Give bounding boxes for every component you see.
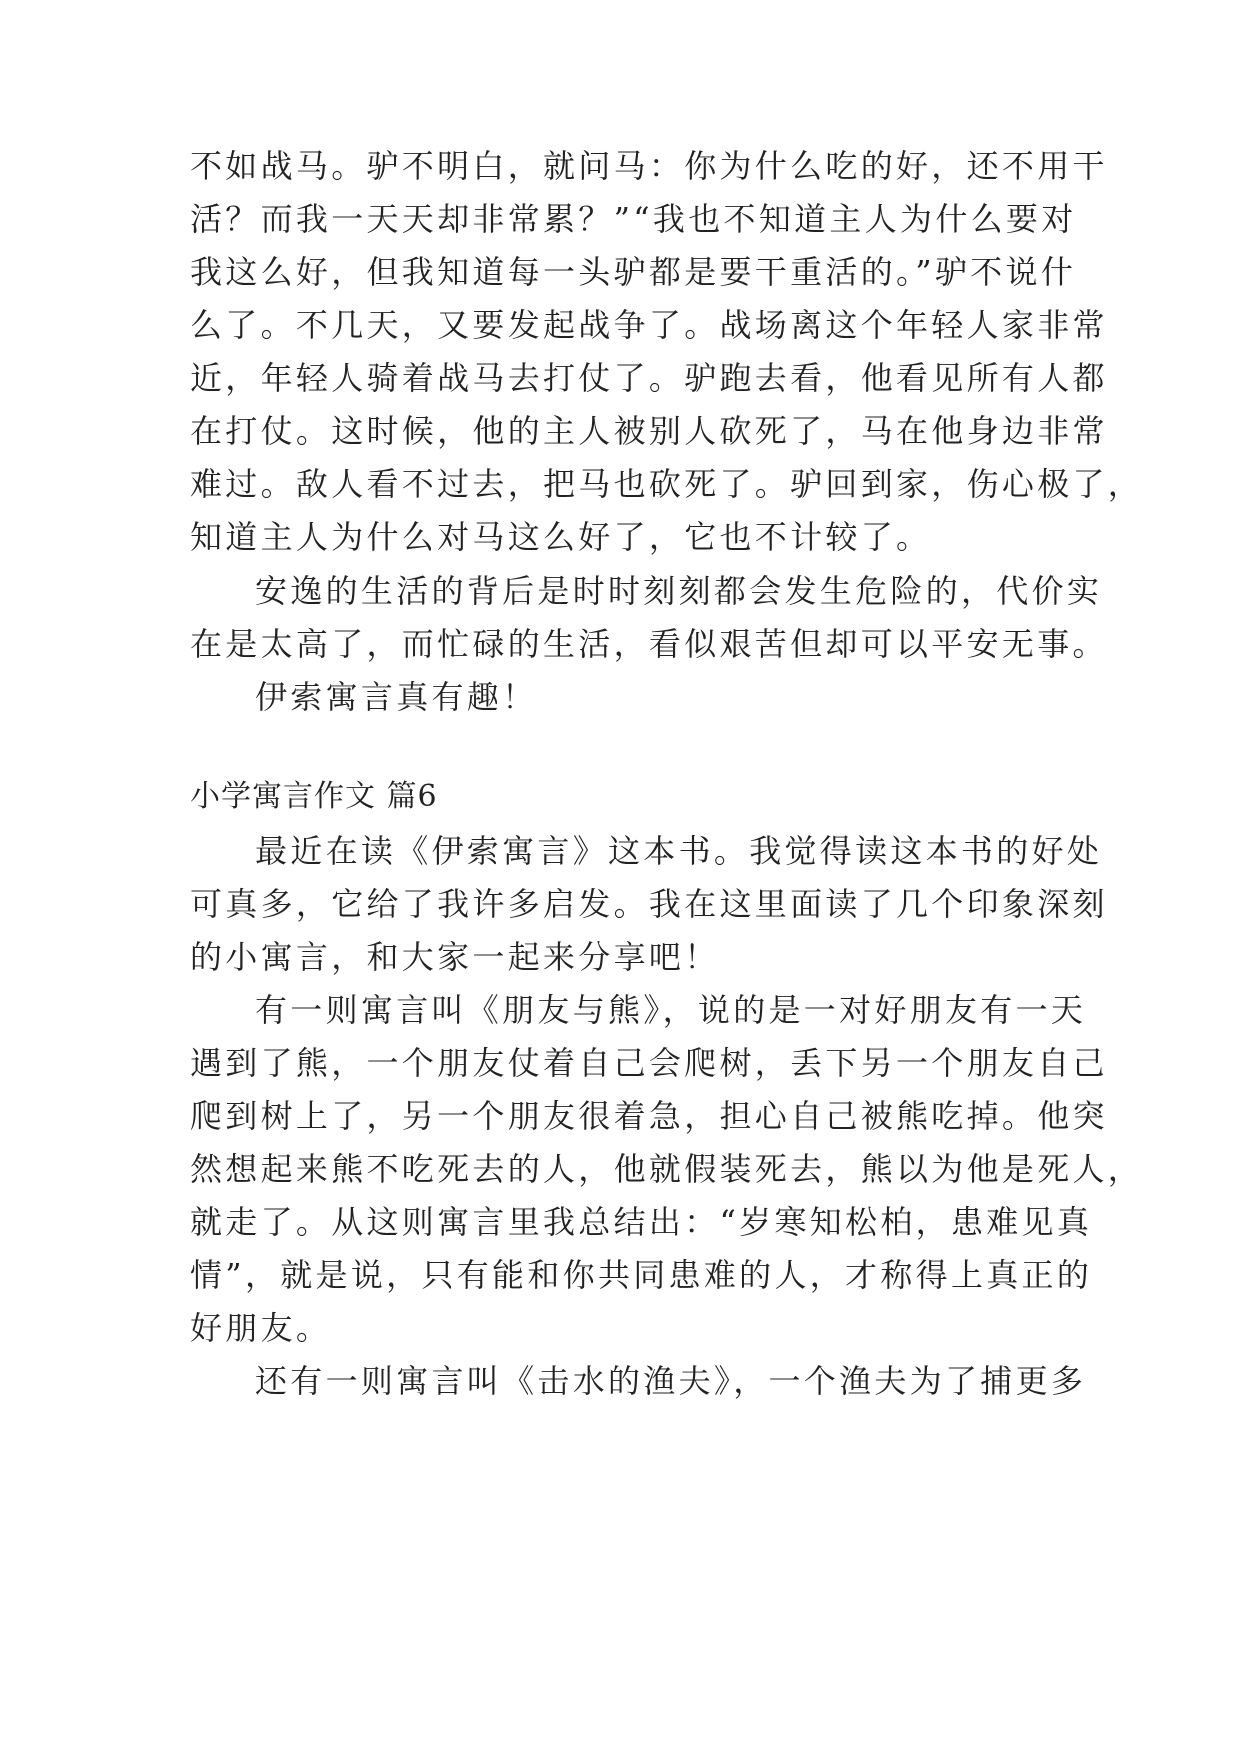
paragraph-line: 然想起来熊不吃死去的人，他就假装死去，熊以为他是死人， <box>190 1150 1144 1188</box>
paragraph-line: 的小寓言，和大家一起来分享吧！ <box>190 938 720 976</box>
paragraph-line: 可真多，它给了我许多启发。我在这里面读了几个印象深刻 <box>190 885 1108 923</box>
paragraph-line: 安逸的生活的背后是时时刻刻都会发生危险的，代价实 <box>255 572 1103 610</box>
paragraph-line: 有一则寓言叫《朋友与熊》，说的是一对好朋友有一天 <box>255 991 1087 1029</box>
paragraph-line: 在打仗。这时候，他的主人被别人砍死了，马在他身边非常 <box>190 412 1108 450</box>
paragraph-line: 不如战马。驴不明白，就问马：你为什么吃的好，还不用干 <box>190 147 1108 185</box>
paragraph-line: 活？而我一天天却非常累？”“我也不知道主人为什么要对 <box>190 200 1077 238</box>
paragraph-line: 情”，就是说，只有能和你共同患难的人，才称得上真正的 <box>190 1256 1093 1294</box>
paragraph-line: 还有一则寓言叫《击水的渔夫》，一个渔夫为了捕更多 <box>255 1362 1087 1400</box>
paragraph-line: 好朋友。 <box>190 1309 332 1347</box>
paragraph-line: 就走了。从这则寓言里我总结出：“岁寒知松柏，患难见真 <box>190 1203 1093 1241</box>
paragraph-line: 遇到了熊，一个朋友仗着自己会爬树，丢下另一个朋友自己 <box>190 1044 1108 1082</box>
paragraph-line: 爬到树上了，另一个朋友很着急，担心自己被熊吃掉。他突 <box>190 1097 1108 1135</box>
paragraph-line: 伊索寓言真有趣！ <box>255 678 538 716</box>
paragraph-line: 知道主人为什么对马这么好了，它也不计较了。 <box>190 518 932 556</box>
paragraph-line: 最近在读《伊索寓言》这本书。我觉得读这本书的好处 <box>255 832 1103 870</box>
paragraph-line: 么了。不几天，又要发起战争了。战场离这个年轻人家非常 <box>190 306 1108 344</box>
paragraph-line: 在是太高了，而忙碌的生活，看似艰苦但却可以平安无事。 <box>190 625 1108 663</box>
section-heading: 小学寓言作文 篇6 <box>190 779 438 814</box>
paragraph-line: 近，年轻人骑着战马去打仗了。驴跑去看，他看见所有人都 <box>190 359 1108 397</box>
paragraph-line: 难过。敌人看不过去，把马也砍死了。驴回到家，伤心极了， <box>190 465 1144 503</box>
paragraph-line: 我这么好，但我知道每一头驴都是要干重活的。”驴不说什 <box>190 253 1077 291</box>
